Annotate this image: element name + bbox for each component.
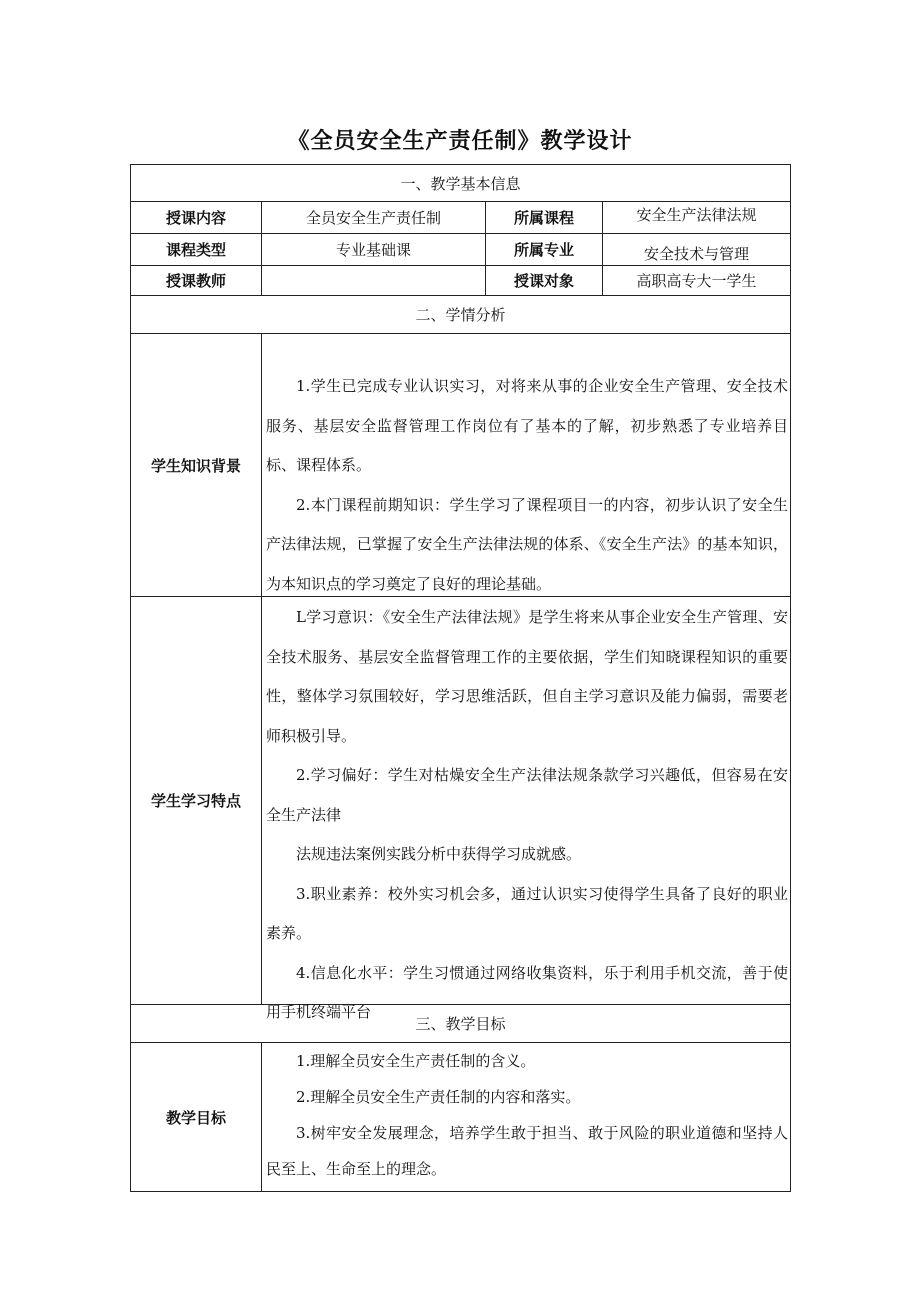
goal-item-3: 3.树牢安全发展理念，培养学生敢于担当、敢于风险的职业道德和坚持人民至上、生命至上的理念。 xyxy=(266,1124,789,1178)
info-row-type xyxy=(131,234,791,266)
course-value: 安全生产法律法规 xyxy=(603,202,791,234)
major-value: 安全技术与管理 xyxy=(603,234,791,266)
teaching-goals-row xyxy=(131,1043,791,1192)
teacher-label: 授课教师 xyxy=(131,266,262,296)
learning-features-row xyxy=(131,597,791,1005)
features-paragraph-5: 4.信息化水平：学生习惯通过网络收集资料，乐于利用手机交流，善于使用手机终端平台 xyxy=(266,963,789,1021)
section-row-basic xyxy=(131,165,791,202)
features-paragraph-4: 3.职业素养：校外实习机会多，通过认识实习使得学生具备了良好的职业素养。 xyxy=(266,884,789,942)
teacher-value xyxy=(262,266,486,296)
major-label: 所属专业 xyxy=(486,234,603,266)
target-label: 授课对象 xyxy=(486,266,603,296)
knowledge-paragraph-2: 2.本门课程前期知识：学生学习了课程项目一的内容，初步认识了安全生产法律法规，已掌握了安全生产法律法规的体系、《安全生产法》的基本知识，为本知识点的学习奠定了良好的理论基础。 xyxy=(266,495,789,593)
features-paragraph-3: 法规违法案例实践分析中获得学习成就感。 xyxy=(296,845,582,863)
knowledge-paragraph-1: 1.学生已完成专业认识实习，对将来从事的企业安全生产管理、安全技术服务、基层安全监督管理工作岗位有了基本的了解，初步熟悉了专业培养目标、课程体系。 xyxy=(266,377,789,474)
teaching-design-table xyxy=(130,164,791,1192)
section-row-goals xyxy=(131,1005,791,1043)
goal-item-1: 1.理解全员安全生产责任制的含义。 xyxy=(296,1052,536,1070)
section-heading-goals: 三、教学目标 xyxy=(131,1005,791,1043)
target-value: 高职高专大一学生 xyxy=(603,266,791,296)
knowledge-background-content xyxy=(262,334,791,597)
info-row-content xyxy=(131,202,791,234)
learning-features-label: 学生学习特点 xyxy=(131,597,262,1005)
features-paragraph-1: L学习意识：《安全生产法律法规》是学生将来从事企业安全生产管理、安全技术服务、基层安全监督管理工作的主要依据，学生们知晓课程知识的重要性，整体学习氛围较好，学习思维活跃，但自主学习意识及能力偏弱，需要老师积极引导。 xyxy=(266,608,789,745)
knowledge-background-label: 学生知识背景 xyxy=(131,334,262,597)
course-label: 所属课程 xyxy=(486,202,603,234)
section-row-analysis xyxy=(131,296,791,334)
teaching-goals-label: 教学目标 xyxy=(131,1043,262,1192)
goal-item-2: 2.理解全员安全生产责任制的内容和落实。 xyxy=(296,1088,581,1106)
learning-features-content xyxy=(262,597,791,1021)
document-title: 《全员安全生产责任制》教学设计 xyxy=(287,129,633,154)
section-heading-analysis: 二、学情分析 xyxy=(131,296,791,334)
type-label: 课程类型 xyxy=(131,234,262,266)
knowledge-background-row xyxy=(131,334,791,597)
teaching-goals-content xyxy=(262,1043,791,1192)
info-row-teacher xyxy=(131,266,791,296)
features-paragraph-2: 2.学习偏好：学生对枯燥安全生产法律法规条款学习兴趣低，但容易在安全生产法律 xyxy=(266,766,789,824)
content-value: 全员安全生产责任制 xyxy=(262,202,486,234)
type-value: 专业基础课 xyxy=(262,234,486,266)
content-label: 授课内容 xyxy=(131,202,262,234)
section-heading-basic: 一、教学基本信息 xyxy=(131,165,791,202)
